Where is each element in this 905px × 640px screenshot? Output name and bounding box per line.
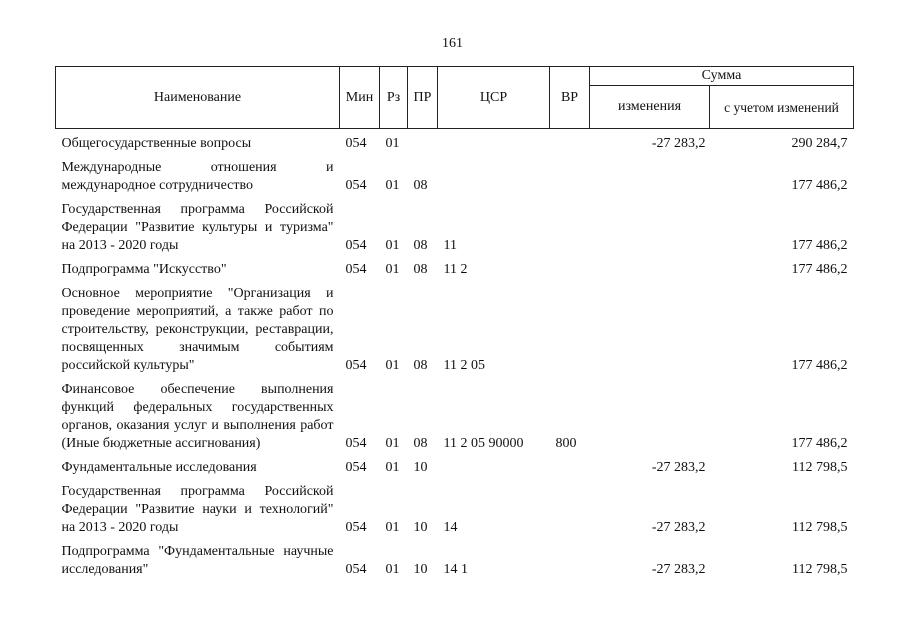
row-rz: 01 <box>385 460 400 475</box>
table-row <box>56 129 854 154</box>
row-total: 112 798,5 <box>792 520 848 535</box>
row-pr <box>408 129 438 154</box>
row-total: 112 798,5 <box>792 460 848 475</box>
row-csr <box>438 129 550 154</box>
row-change: -27 283,2 <box>651 520 706 535</box>
row-change: -27 283,2 <box>651 562 706 577</box>
row-vr <box>550 279 590 375</box>
row-min: 054 <box>345 178 367 193</box>
row-rz: 01 <box>385 358 400 373</box>
row-csr: 14 <box>443 520 458 535</box>
row-name: Государственная программа Российской Федерации "Развитие науки и технологий" на 2013 - 2020 годы <box>61 484 334 535</box>
table-row <box>56 255 854 279</box>
row-vr <box>550 537 590 579</box>
row-pr: 08 <box>413 238 428 253</box>
header-csr: ЦСР <box>438 67 550 129</box>
row-rz: 01 <box>385 178 400 193</box>
row-min: 054 <box>345 436 367 451</box>
row-min: 054 <box>345 562 367 577</box>
table-row <box>56 375 854 453</box>
row-pr: 10 <box>413 520 428 535</box>
row-rz: 01 <box>385 562 400 577</box>
row-csr: 14 1 <box>443 562 468 577</box>
row-total: 177 486,2 <box>791 178 848 193</box>
row-name: Общегосударственные вопросы <box>61 136 252 151</box>
table-row <box>56 537 854 579</box>
table-row <box>56 477 854 537</box>
row-change <box>590 153 710 195</box>
row-name: Международные отношения и международное сотрудничество <box>61 160 334 193</box>
header-sum: Сумма <box>590 67 854 86</box>
row-pr: 08 <box>413 358 428 373</box>
row-vr <box>550 453 590 477</box>
table-header <box>56 67 854 129</box>
header-min: Мин <box>340 67 380 129</box>
row-csr <box>438 153 550 195</box>
row-vr <box>550 153 590 195</box>
table-row <box>56 153 854 195</box>
row-name: Основное мероприятие "Организация и проведение мероприятий, а также работ по строительству, реконструкции, реставрации, посвященных значимым событиям российской культуры" <box>61 286 334 373</box>
row-pr: 10 <box>413 562 428 577</box>
row-vr: 800 <box>555 436 577 451</box>
header-name: Наименование <box>56 67 340 129</box>
row-csr: 11 2 05 90000 <box>443 436 524 451</box>
row-total: 177 486,2 <box>791 436 848 451</box>
row-pr: 10 <box>413 460 428 475</box>
row-rz: 01 <box>385 520 400 535</box>
row-min: 054 <box>345 358 367 373</box>
row-name: Подпрограмма "Искусство" <box>61 262 227 277</box>
header-change: изменения <box>590 86 710 129</box>
table-row <box>56 195 854 255</box>
row-pr: 08 <box>413 178 428 193</box>
row-csr: 11 2 <box>443 262 468 277</box>
row-name: Подпрограмма "Фундаментальные научные исследования" <box>61 544 334 577</box>
row-csr <box>438 453 550 477</box>
row-total: 290 284,7 <box>791 136 848 151</box>
row-change <box>590 279 710 375</box>
row-rz: 01 <box>385 436 400 451</box>
page-number: 161 <box>442 36 463 51</box>
row-change <box>590 375 710 453</box>
row-csr: 11 <box>443 238 457 253</box>
row-name: Фундаментальные исследования <box>61 460 257 475</box>
row-vr <box>550 195 590 255</box>
row-min: 054 <box>345 238 367 253</box>
row-rz: 01 <box>385 136 400 151</box>
row-vr <box>550 129 590 154</box>
table-row <box>56 453 854 477</box>
row-min: 054 <box>345 136 367 151</box>
header-with-changes: с учетом изменений <box>710 86 854 129</box>
row-name: Государственная программа Российской Федерации "Развитие культуры и туризма" на 2013 - 2020 годы <box>61 202 334 253</box>
row-change <box>590 255 710 279</box>
row-change: -27 283,2 <box>651 136 706 151</box>
row-total: 112 798,5 <box>792 562 848 577</box>
header-pr: ПР <box>408 67 438 129</box>
row-total: 177 486,2 <box>791 262 848 277</box>
row-pr: 08 <box>413 436 428 451</box>
row-change <box>590 195 710 255</box>
row-total: 177 486,2 <box>791 358 848 373</box>
budget-table <box>55 66 854 579</box>
row-csr: 11 2 05 <box>443 358 485 373</box>
row-change: -27 283,2 <box>651 460 706 475</box>
row-pr: 08 <box>413 262 428 277</box>
row-name: Финансовое обеспечение выполнения функций федеральных государственных органов, оказания услуг и выполнения работ (Иные бюджетные ассигнования) <box>61 382 334 451</box>
table-body <box>56 129 854 580</box>
table-row <box>56 279 854 375</box>
row-rz: 01 <box>385 262 400 277</box>
header-vr: ВР <box>550 67 590 129</box>
row-rz: 01 <box>385 238 400 253</box>
row-min: 054 <box>345 262 367 277</box>
row-vr <box>550 255 590 279</box>
header-rz: Рз <box>380 67 408 129</box>
row-min: 054 <box>345 520 367 535</box>
row-min: 054 <box>345 460 367 475</box>
row-total: 177 486,2 <box>791 238 848 253</box>
row-vr <box>550 477 590 537</box>
